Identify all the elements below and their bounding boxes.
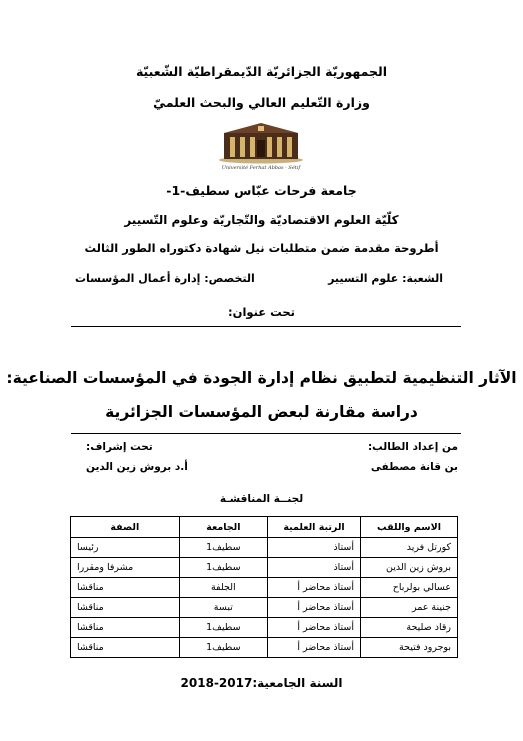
member-rank: أستاذ	[268, 558, 361, 578]
student-name: بن قانة مصطفى	[370, 461, 458, 473]
committee-header-row	[71, 517, 458, 538]
top-divider	[71, 326, 461, 327]
university-name: جامعة فرحات عبّاس سطيف-1-	[166, 183, 357, 198]
member-name: رقاد صليحة	[361, 618, 458, 638]
bottom-divider	[71, 433, 461, 434]
member-role: مناقشا	[71, 618, 180, 638]
member-rank: أستاذ	[268, 538, 361, 558]
member-name: كورتل فريد	[361, 538, 458, 558]
member-university: سطيف1	[179, 638, 267, 658]
member-role: مشرفا ومقررا	[71, 558, 180, 578]
student-label: من إعداد الطالب:	[367, 441, 458, 453]
thesis-type: أطروحة مقدمة ضمن متطلبات نيل شهادة دكتوراه الطور الثالث	[84, 241, 439, 255]
thesis-title-line2: دراسة مقارنة لبعض المؤسسات الجزائرية	[105, 403, 418, 421]
member-role: مناقشا	[71, 598, 180, 618]
faculty-name: كلّيّة العلوم الاقتصاديّة والتّجاريّة وعلوم التّسيير	[124, 213, 399, 227]
member-university: تبسة	[179, 598, 267, 618]
supervisor-label: تحت إشراف:	[86, 441, 153, 453]
branch-label: الشعبة: علوم التسيير	[328, 272, 443, 285]
table-row	[71, 538, 458, 558]
thesis-title-line1: الآثار التنظيمية لتطبيق نظام إدارة الجودة في المؤسسات الصناعية:	[6, 369, 517, 387]
ministry-heading: وزارة التّعليم العالي والبحث العلميّ	[153, 95, 370, 110]
member-name: عسالي بولرباح	[361, 578, 458, 598]
column-header-university: الجامعة	[179, 517, 267, 538]
committee-heading: لجنــة المناقشـة	[219, 493, 304, 505]
specialty-label: التخصص: إدارة أعمال المؤسسات	[75, 272, 255, 285]
logo-caption: Université Ferhat Abbas - Sétif	[221, 165, 301, 171]
university-logo	[218, 120, 304, 164]
column-header-rank: الرتبة العلمية	[268, 517, 361, 538]
supervisor-name: أ.د بروش زين الدين	[86, 461, 188, 473]
committee-table	[70, 516, 458, 658]
title-intro: تحت عنوان:	[228, 305, 295, 319]
member-university: الجلفة	[179, 578, 267, 598]
member-role: مناقشا	[71, 638, 180, 658]
member-role: رئيسا	[71, 538, 180, 558]
member-rank: أستاذ محاضر أ	[268, 578, 361, 598]
table-row	[71, 638, 458, 658]
member-role: مناقشا	[71, 578, 180, 598]
member-rank: أستاذ محاضر أ	[268, 618, 361, 638]
member-name: بوجرود فتيحة	[361, 638, 458, 658]
table-row	[71, 558, 458, 578]
academic-year: السنة الجامعية:2017-2018	[180, 676, 343, 690]
table-row	[71, 598, 458, 618]
member-university: سطيف1	[179, 618, 267, 638]
member-university: سطيف1	[179, 538, 267, 558]
republic-heading: الجمهوريّة الجزائريّة الدّيمقراطيّة الشّعبيّة	[135, 64, 388, 79]
table-row	[71, 578, 458, 598]
column-header-name: الاسم واللقب	[361, 517, 458, 538]
member-name: جنينة عمر	[361, 598, 458, 618]
table-row	[71, 618, 458, 638]
column-header-role: الصفة	[71, 517, 180, 538]
member-name: بروش زين الدين	[361, 558, 458, 578]
member-rank: أستاذ محاضر أ	[268, 638, 361, 658]
member-rank: أستاذ محاضر أ	[268, 598, 361, 618]
member-university: سطيف1	[179, 558, 267, 578]
